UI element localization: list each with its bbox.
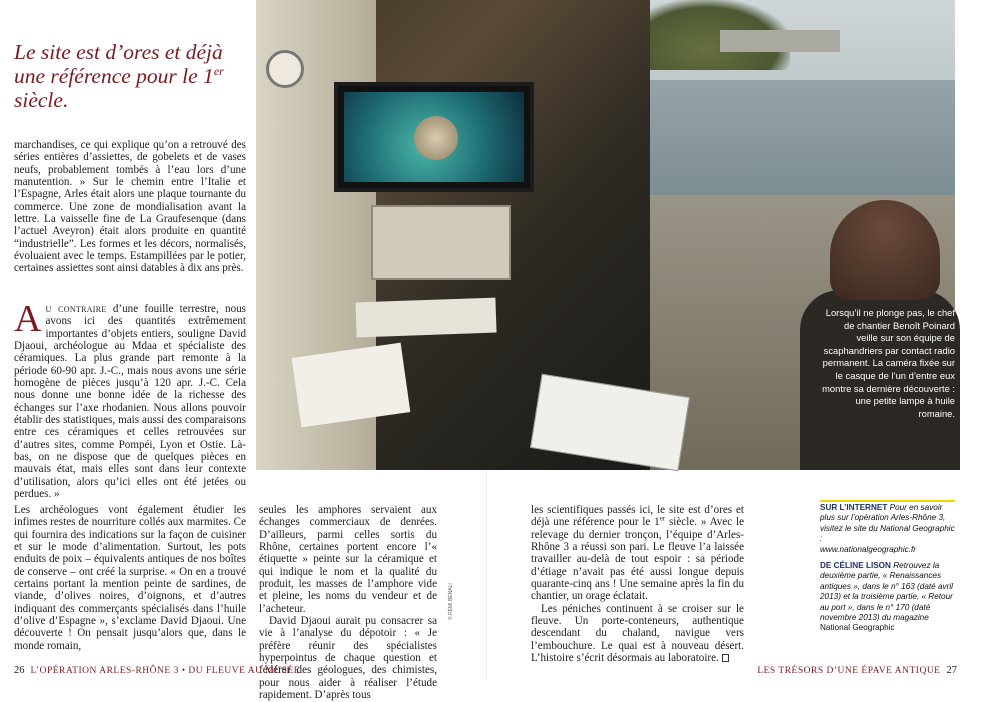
magazine-name: National Geographic (820, 623, 895, 633)
pull-quote-end: siècle. (14, 88, 69, 112)
paragraph (531, 603, 744, 665)
info-sidebox (820, 503, 958, 640)
pressure-gauge-icon (266, 50, 304, 88)
dropcap-paragraph (14, 298, 246, 501)
pull-quote-superscript: er (213, 63, 224, 78)
internet-lead: SUR L’INTERNET (820, 503, 888, 512)
footer-left (14, 665, 300, 676)
internet-block (820, 503, 958, 555)
page-number-left: 26 (14, 665, 25, 676)
drop-cap-letter: A (14, 298, 42, 340)
author-block (820, 561, 958, 634)
author-lead: DE CÉLINE LISON (820, 561, 891, 571)
paper-sheet (355, 298, 496, 338)
column-1-bottom (14, 504, 246, 652)
column-1-middle (14, 298, 246, 501)
website-link[interactable]: www.nationalgeographic.fr (820, 544, 917, 554)
video-monitor (334, 82, 534, 192)
paragraph: seules les amphores servaient aux échanges commerciaux de denrées. D’ailleurs, parmi celles sortis du Rhône, certaines portent encore l’« étiquette » peinte sur la céramique et qui indique le nom et la qualité du produit, les masses de l’amphore vide et pleine, les noms du vendeur et de l’acheteur. (259, 504, 437, 615)
bridge (720, 30, 840, 52)
running-title-right: LES TRÉSORS D’UNE ÉPAVE ANTIQUE (757, 666, 941, 676)
page-number-right: 27 (946, 665, 957, 676)
radio-console (371, 205, 511, 280)
paragraph: David Djaoui aurait pu consacrer sa vie à l’analyse du dépotoir : « Je préfère réunir des spécialistes hyperpointus de chaque question et fédérer des géologues, des chimistes, pour nous aider à réaliser l’étude rapidement. D’après tous (259, 615, 437, 702)
internet-text: Pour en savoir plus sur l’opération Arles-Rhône 3, visitez le site du National Geographic : (820, 503, 955, 544)
monitor-screen (344, 92, 524, 182)
column-3 (531, 504, 744, 664)
running-title-left: L’OPÉRATION ARLES-RHÔNE 3 • DU FLEUVE AU MUSÉE (30, 666, 301, 676)
end-mark-icon (722, 654, 729, 662)
photo-caption: Lorsqu’il ne plonge pas, le chef de chantier Benoît Poinard veille sur son équipe de scaphandriers par contact radio permanent. La caméra fixée sur le casque de l’un d’entre eux montre sa dernière découverte : une petite lampe à huile romaine. (822, 307, 955, 419)
photo-credit: © RÉMI BÉNALI (448, 583, 454, 620)
paragraph (531, 504, 744, 603)
superscript: er (659, 514, 666, 523)
pull-quote-text: Le site est d’ores et déjà une référence pour le 1 (14, 40, 223, 88)
paragraph-text: Les péniches continuent à se croiser sur le fleuve. Un porte-conteneurs, authentique descendant du chaland, navigue vers l’embouchure. Le quai est à nouveau désert. L’histoire s’écrit désormais au laboratoire. (531, 602, 744, 665)
paragraph-text: siècle. » Avec le relevage du dernier tronçon, l’équipe d’Arles-Rhône 3 a réussi son pari. Le fleuve l’a laissée travailler au-delà de tout espoir : sa période d’étiage n’avait pas été aussi longue depuis quarante-cinq ans ! Une semaine après la fin du chantier, un orage éclatait. (531, 516, 744, 603)
column-1-top (14, 139, 246, 275)
logbook-sheet (292, 343, 411, 428)
author-text: Retrouvez la deuxième partie, « Renaissances antiques », dans le n° 163 (daté avril 2013) et la troisième partie, « Retour au port », dans le n° 170 (daté novembre 2013) du magazine (820, 561, 953, 623)
sidebox-rule (820, 500, 955, 502)
helmet-icon (830, 200, 940, 300)
footer-right (757, 665, 957, 676)
oil-lamp-image (414, 116, 458, 160)
paragraph-text: d’une fouille terrestre, nous avons ici des quantités extrêmement importantes d’objets entiers, souligne David Djaoui, archéologue au Mdaa et spécialiste des céramiques. La plus grande part remonte à la période 60-90 apr. J.-C., mais nous avons une série homogène de pièces jusqu’à 120 apr. J.-C. Cela nous donne une bonne idée de la richesse des échanges sur l’axe rhodanien. Nous allons pouvoir établir des statistiques, mais aussi des comparaisons entre ces céramiques et celles retrouvées sur d’autres sites, comme Pompéi, Lyon et Ostie. Là-bas, on ne dispose que de quelques pièces en mauvais état, mais elles sont dans leur contexte d’utilisation, alors qu’ici elles ont été jetées ou perdues. » (14, 303, 246, 501)
small-caps-lead: u contraire (45, 303, 107, 315)
pull-quote (14, 40, 244, 112)
paragraph: Les archéologues vont également étudier les infimes restes de nourriture collés aux marmites. Ce qui fournira des indications sur la façon de cuisiner et sur le mode d’alimentation. Surtout, les pots enduits de poix – équivalents antiques de nos boîtes de conserve – ont créé la surprise. « On en a trouvé certains portant la mention peinte de sardines, de viande, d’olives noires, d’oignons, et d’autres indiquant des commerçants spécialisés dans l’huile d’olive d’Espagne », s’exclame David Djaoui. Une découverte ! On pensait jusqu’alors que, dans le monde romain, (14, 504, 246, 652)
paragraph: marchandises, ce qui explique qu’on a retrouvé des séries entières d’assiettes, de gobelets et de vases neufs, probablement tombés à l’eau lors d’une manutention. » Sur le chemin entre l’Italie et l’Espagne, Arles était alors une plaque tournante du commerce. Une zone de mondialisation avant la lettre. La vaisselle fine de La Graufesenque (dans l’actuel Aveyron) était alors produite en quantité “industrielle”. Les formes et les décors, normalisés, évoluaient avec le temps. Estampillées par le potier, certaines assiettes sont ainsi datables à dix ans près. (14, 139, 246, 275)
paragraph-text: les scientifiques passés ici, le site est d’ores et déjà une référence pour le 1 (531, 504, 744, 529)
river (650, 80, 955, 200)
